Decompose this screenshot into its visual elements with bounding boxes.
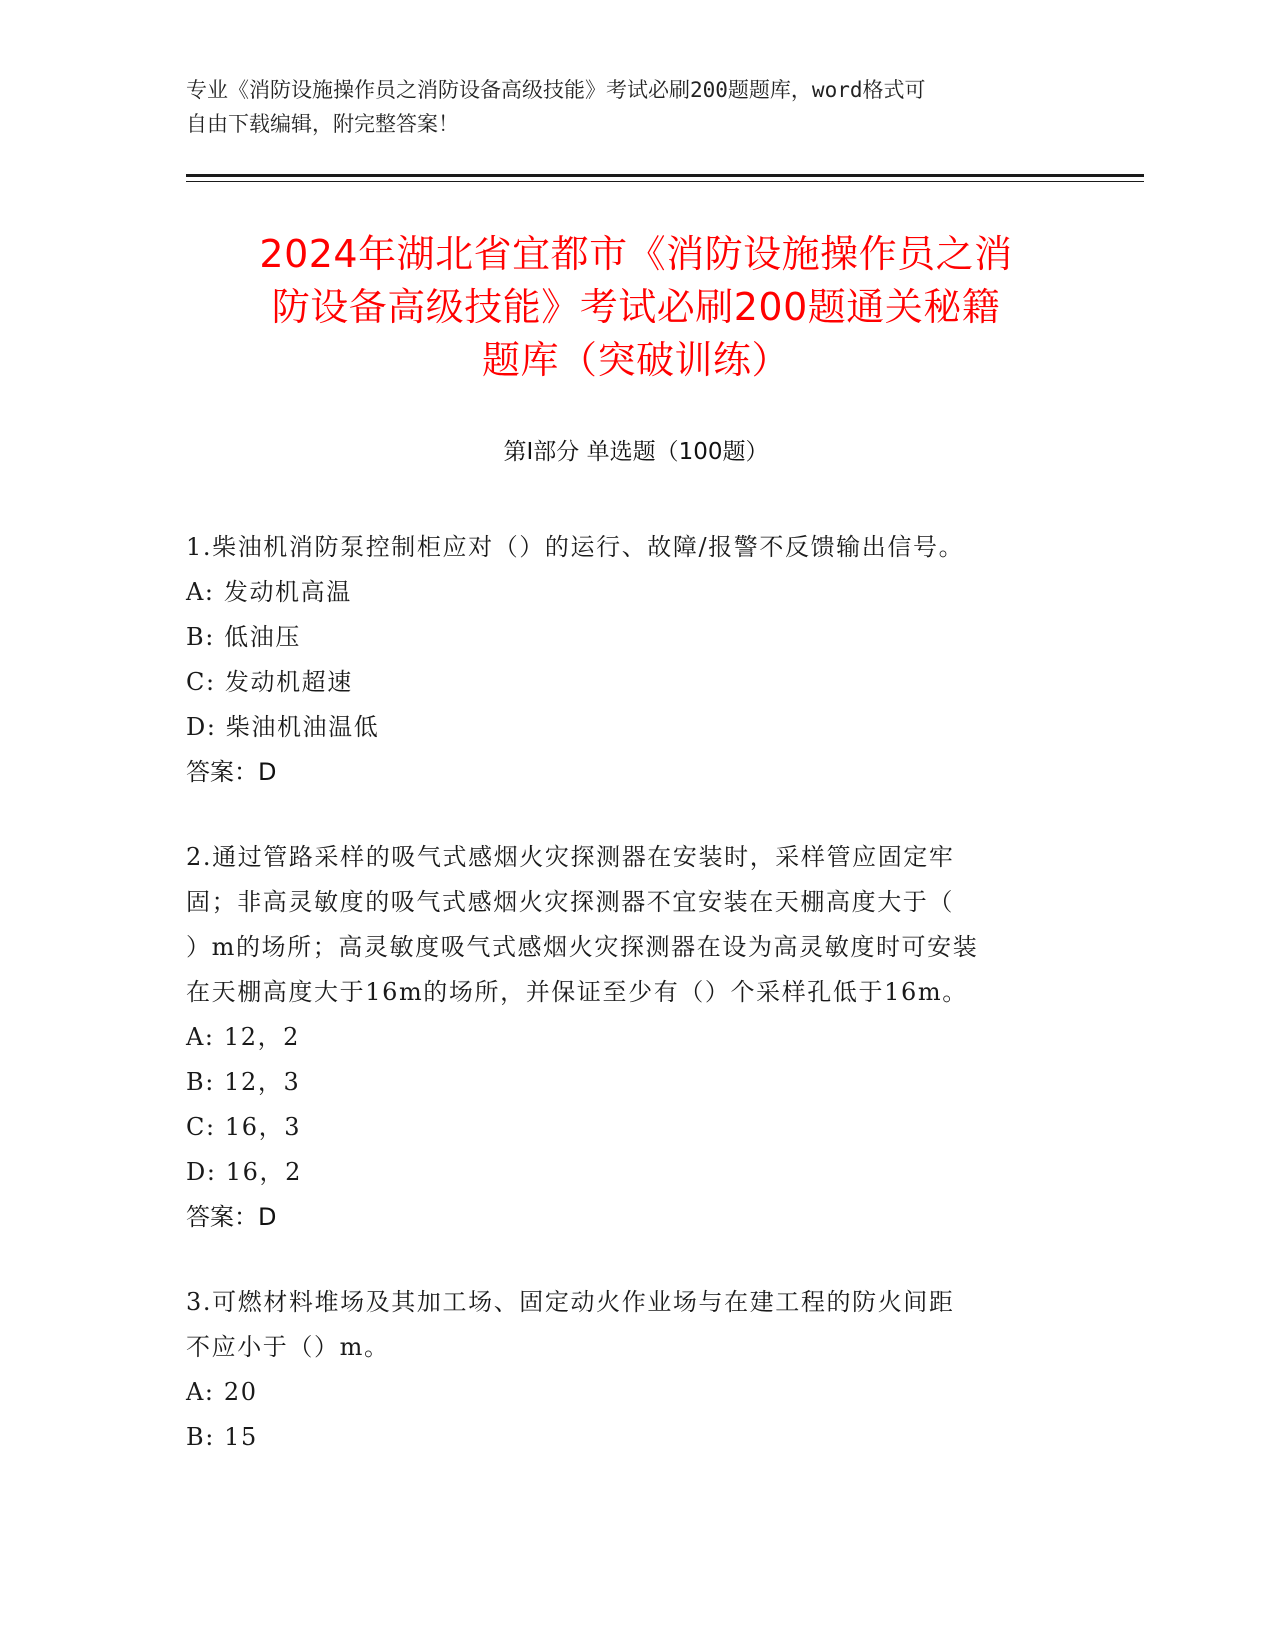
option-b: B: 低油压 [186,623,301,651]
section-heading: 第Ⅰ部分 单选题（100题） [503,439,769,465]
question-stem-line: 3.可燃材料堆场及其加工场、固定动火作业场与在建工程的防火间距 [186,1288,955,1316]
question-2 [186,835,1086,1240]
option-c: C: 发动机超速 [186,668,353,696]
question-stem-line: 不应小于（）m。 [186,1333,390,1361]
question-stem-line: 2.通过管路采样的吸气式感烟火灾探测器在安装时，采样管应固定牢 [186,843,955,871]
answer-label: 答案：D [186,758,277,786]
option-a: A: 12，2 [186,1023,301,1051]
title-line-2: 防设备高级技能》考试必刷200题通关秘籍 [271,285,1001,329]
answer-label: 答案：D [186,1203,277,1231]
question-stem-line: 固；非高灵敏度的吸气式感烟火灾探测器不宜安装在天棚高度大于（ [186,888,954,916]
header-divider-thick [186,174,1144,177]
question-3 [186,1280,1086,1460]
question-stem-line: ）m的场所；高灵敏度吸气式感烟火灾探测器在设为高灵敏度时可安装 [186,933,979,961]
title-line-3: 题库（突破训练） [481,338,790,382]
question-list [186,525,1086,1500]
header-line-2: 自由下载编辑，附完整答案！ [186,112,459,136]
option-a: A: 20 [186,1378,258,1406]
page-header [186,73,1086,141]
option-a: A: 发动机高温 [186,578,352,606]
question-stem-line: 1.柴油机消防泵控制柜应对（）的运行、故障/报警不反馈输出信号。 [186,533,965,561]
document-title [186,228,1086,387]
title-line-1: 2024年湖北省宜都市《消防设施操作员之消 [259,232,1013,276]
header-line-1: 专业《消防设施操作员之消防设备高级技能》考试必刷200题题库，word格式可 [186,78,926,102]
option-c: C: 16，3 [186,1113,302,1141]
option-d: D: 16，2 [186,1158,302,1186]
question-stem-line: 在天棚高度大于16m的场所，并保证至少有（）个采样孔低于16m。 [186,978,968,1006]
header-divider-thin [186,181,1144,182]
option-b: B: 12，3 [186,1068,301,1096]
option-b: B: 15 [186,1423,258,1451]
question-1 [186,525,1086,795]
option-d: D: 柴油机油温低 [186,713,380,741]
